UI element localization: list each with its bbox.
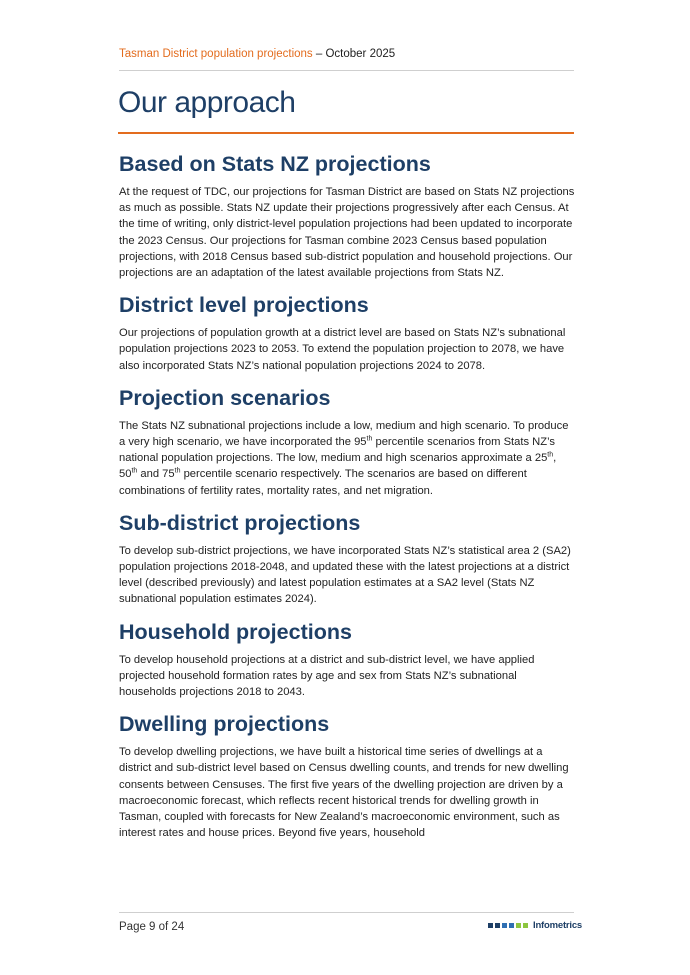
- section-heading: Projection scenarios: [119, 385, 331, 410]
- header-divider: [119, 70, 574, 71]
- main-content: [119, 150, 577, 851]
- section-heading: Sub-district projections: [119, 510, 361, 535]
- section-heading: Dwelling projections: [119, 712, 330, 737]
- logo-square-icon: [516, 923, 521, 928]
- running-header: [119, 48, 395, 60]
- title-underline: [118, 132, 574, 134]
- section-heading: Household projections: [119, 619, 352, 644]
- logo-square-icon: [495, 923, 500, 928]
- footer-divider: [119, 912, 574, 913]
- infometrics-logo: [488, 920, 582, 931]
- section-dwelling: [119, 710, 577, 841]
- section-paragraph: To develop sub-district projections, we have incorporated Stats NZ’s statistical area 2 (SA2) population projections 2018-2048, and updated these with the latest projections at a district level (described previously) and latest population estimates at a SA2 level (Stats NZ subnational population estimates 2024).: [119, 544, 571, 606]
- section-paragraph: To develop dwelling projections, we have built a historical time series of dwellings at a district and sub-district level based on Census dwelling counts, and trends for new dwelling consents between Censuses. The first five years of the dwelling projection are driven by a macroeconomic forecast, which reflects recent historical trends for dwelling growth in Tasman, coupled with forecasts for New Zealand’s macroeconomic environment, such as interest rates and house prices. Beyond five years, household: [119, 746, 569, 840]
- section-paragraph: Our projections of population growth at a district level are based on Stats NZ’s subnational population projections 2023 to 2053. To extend the population projection to 2078, we have also incorporated Stats NZ’s national population projections 2024 to 2078.: [119, 327, 566, 372]
- section-paragraph: At the request of TDC, our projections for Tasman District are based on Stats NZ projections as much as possible. Stats NZ update their projections progressively after each Census. At the time of writing, only district-level population projections had been updated to incorporate the 2023 Census. Our projections for Tasman combine 2023 Census based population projections, with 2018 Census based sub-district population and household projections. Our projections are an adaptation of the latest available projections from Stats NZ.: [119, 186, 575, 280]
- section-household: [119, 618, 577, 701]
- logo-text: Infometrics: [533, 920, 583, 931]
- logo-square-icon: [509, 923, 514, 928]
- page-title: Our approach: [118, 86, 296, 119]
- logo-square-icon: [488, 923, 493, 928]
- section-district-level: [119, 291, 577, 374]
- header-date: – October 2025: [312, 48, 396, 60]
- section-sub-district: [119, 509, 577, 608]
- header-doc-title: Tasman District population projections: [119, 48, 313, 60]
- section-paragraph: The Stats NZ subnational projections include a low, medium and high scenario. To produce a very high scenario, we have incorporated the 95th percentile scenarios from Stats NZ’s national population projections. The low, medium and high scenarios approximate a 25th, 50th and 75th percentile scenario respectively. The scenarios are based on different combinations of fertility rates, mortality rates, and net migration.: [119, 419, 569, 497]
- section-stats-nz: [119, 150, 577, 281]
- section-heading: Based on Stats NZ projections: [119, 152, 431, 176]
- section-paragraph: To develop household projections at a district and sub-district level, we have applied projected household formation rates by age and sex from Stats NZ’s subnational households projections 2018 to 2043.: [119, 653, 535, 699]
- section-projection-scenarios: [119, 384, 577, 499]
- logo-square-icon: [502, 923, 507, 928]
- page-number: Page 9 of 24: [119, 921, 185, 933]
- section-heading: District level projections: [119, 293, 369, 318]
- logo-square-icon: [523, 923, 528, 928]
